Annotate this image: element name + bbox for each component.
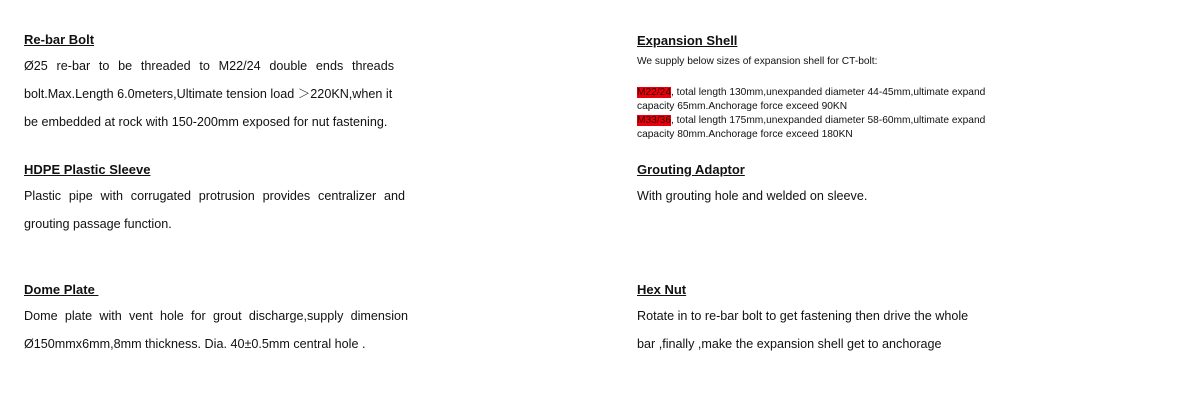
grouting-adaptor-heading: Grouting Adaptor [637,162,745,177]
section-expansion-shell [637,33,1057,142]
size-code-badge: M33/36 [637,115,671,126]
hdpe-sleeve-line-2: grouting passage function. [24,217,172,231]
rebar-bolt-line-3: be embedded at rock with 150-200mm exposed for nut fastening. [24,115,388,129]
grouting-adaptor-description [637,182,1057,210]
section-rebar-bolt [24,32,394,136]
size-code-badge: M22/24 [637,87,671,98]
size-spec-line: , total length 175mm,unexpanded diameter 58-60mm,ultimate expand [670,115,986,126]
size-capacity-line: capacity 65mm.Anchorage force exceed 90KN [637,101,848,112]
expansion-shell-heading: Expansion Shell [637,33,738,48]
rebar-bolt-line-2: bolt.Max.Length 6.0meters,Ultimate tension load ＞220KN,when it [24,87,393,101]
section-grouting-adaptor [637,162,1057,210]
dome-plate-description [24,302,408,358]
grouting-adaptor-line-1: With grouting hole and welded on sleeve. [637,189,868,203]
section-hdpe-sleeve [24,162,405,238]
size-spec-line: , total length 130mm,unexpanded diameter 44-45mm,ultimate expand [670,87,986,98]
hex-nut-line-2: bar ,finally ,make the expansion shell get to anchorage [637,337,942,351]
rebar-bolt-line-1: Ø25 re-bar to be threaded to M22/24 double ends threads [24,59,394,73]
expansion-shell-intro: We supply below sizes of expansion shell for CT-bolt: [637,56,878,67]
dome-plate-line-1: Dome plate with vent hole for grout discharge,supply dimension [24,309,408,323]
expansion-shell-size-m33 [637,114,1057,142]
rebar-bolt-heading: Re-bar Bolt [24,32,95,47]
dome-plate-line-2: Ø150mmx6mm,8mm thickness. Dia. 40±0.5mm central hole . [24,337,366,351]
rebar-bolt-description [24,52,394,136]
hdpe-sleeve-description [24,182,405,238]
expansion-shell-size-m22 [637,86,1057,114]
hdpe-sleeve-heading: HDPE Plastic Sleeve [24,162,151,177]
hex-nut-line-1: Rotate in to re-bar bolt to get fastening then drive the whole [637,309,969,323]
size-capacity-line: capacity 80mm.Anchorage force exceed 180KN [637,129,853,140]
section-dome-plate [24,282,408,358]
hex-nut-description [637,302,1057,358]
hex-nut-heading: Hex Nut [637,282,687,297]
dome-plate-heading: Dome Plate [24,282,99,297]
section-hex-nut [637,282,1057,358]
hdpe-sleeve-line-1: Plastic pipe with corrugated protrusion provides centralizer and [24,189,405,203]
